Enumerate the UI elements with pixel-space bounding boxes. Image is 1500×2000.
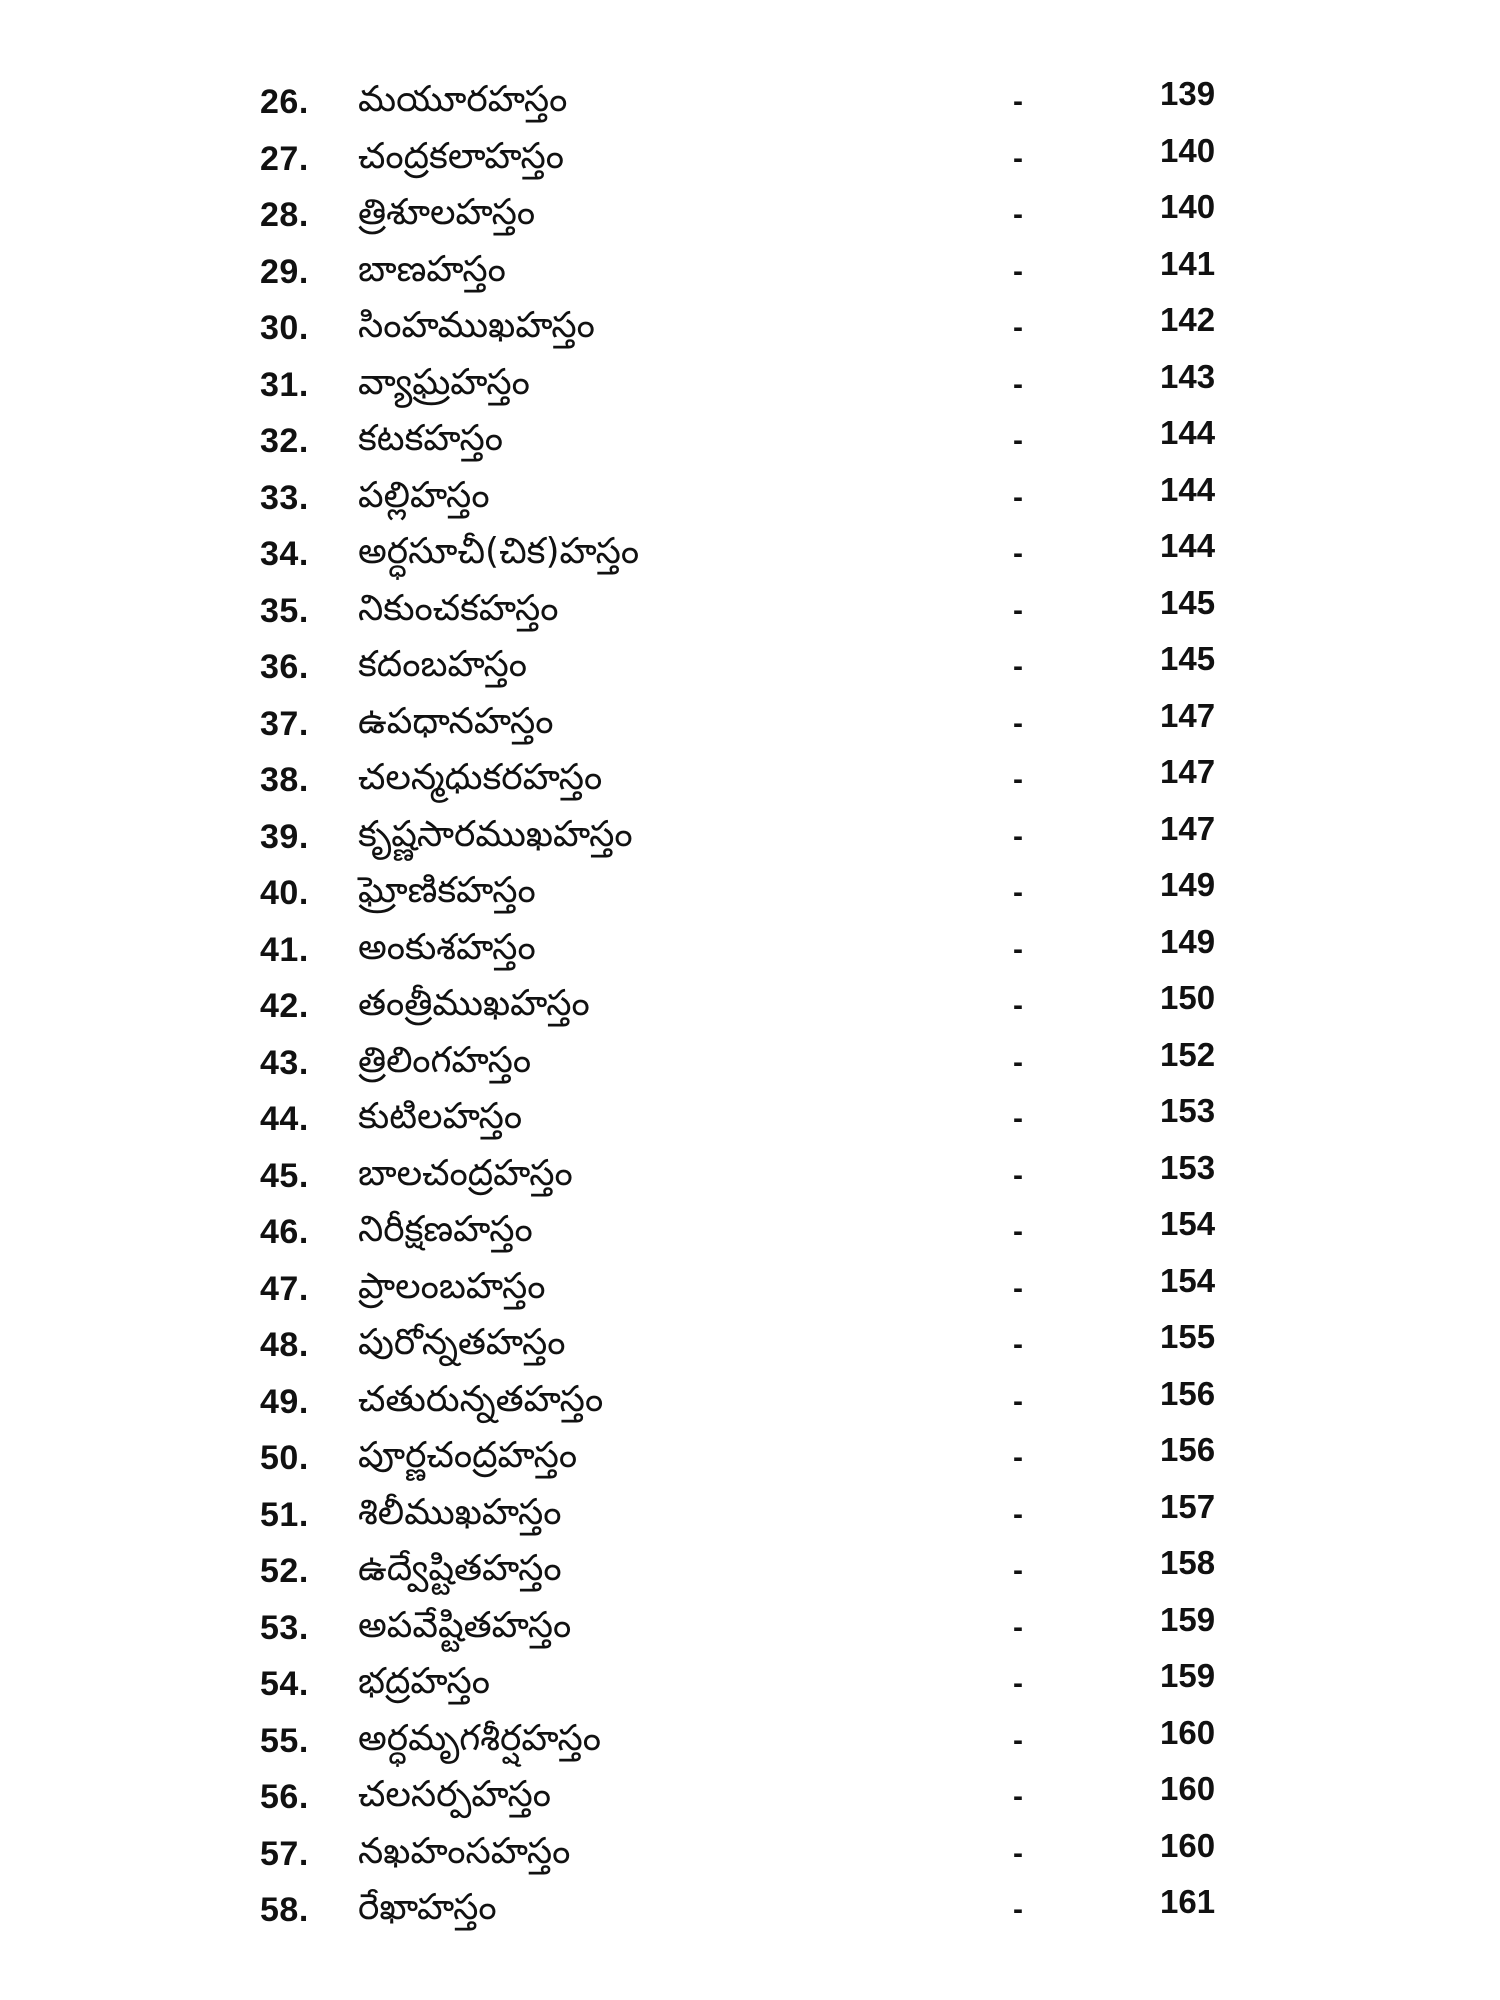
toc-entry <box>260 1428 1260 1485</box>
entry-dash: - <box>1013 1384 1023 1418</box>
entry-title: చలసర్పహస్తం <box>358 1774 551 1815</box>
entry-number: 32. <box>260 422 309 460</box>
entry-number: 58. <box>260 1891 309 1929</box>
entry-number: 33. <box>260 478 309 517</box>
entry-title: సింహముఖహస్తం <box>358 305 595 346</box>
entry-number: 38. <box>260 761 309 799</box>
entry-page-number: 144 <box>1160 527 1216 564</box>
entry-title: అంకుశహస్తం <box>358 926 536 968</box>
entry-page-number: 154 <box>1160 1261 1216 1299</box>
toc-entry <box>260 298 1260 355</box>
entry-number: 27. <box>260 139 309 178</box>
entry-dash: - <box>1013 1271 1023 1305</box>
entry-dash: - <box>1013 367 1023 401</box>
toc-entry <box>260 863 1260 920</box>
entry-title: ఉపధానహస్తం <box>358 700 554 742</box>
entry-page-number: 143 <box>1160 357 1216 395</box>
toc-entry <box>260 1711 1260 1768</box>
entry-dash: - <box>1013 1441 1023 1474</box>
entry-title: తంత్రీముఖహస్తం <box>358 983 590 1024</box>
toc-entry <box>260 1485 1260 1542</box>
entry-number: 49. <box>260 1382 309 1421</box>
entry-number: 56. <box>260 1778 309 1816</box>
entry-title: అర్ధమృగశీర్షహస్తం <box>358 1717 601 1759</box>
entry-title: చంద్రకలాహస్తం <box>358 135 564 177</box>
entry-title: అర్ధసూచీ(చిక)హస్తం <box>358 531 640 572</box>
entry-number: 48. <box>260 1326 309 1364</box>
entry-dash: - <box>1013 1893 1023 1926</box>
entry-dash: - <box>1013 1497 1023 1531</box>
entry-page-number: 157 <box>1160 1487 1216 1525</box>
entry-page-number: 144 <box>1160 470 1216 508</box>
entry-number: 47. <box>260 1269 309 1308</box>
entry-dash: - <box>1013 1836 1023 1870</box>
entry-number: 37. <box>260 704 309 743</box>
entry-number: 40. <box>260 874 309 912</box>
entry-title: చతురున్నతహస్తం <box>358 1378 604 1420</box>
entry-page-number: 153 <box>1160 1148 1216 1186</box>
entry-title: నికుంచకహస్తం <box>358 587 559 629</box>
toc-entry <box>260 1202 1260 1259</box>
entry-page-number: 156 <box>1160 1431 1216 1468</box>
entry-number: 45. <box>260 1156 309 1195</box>
toc-entry <box>260 72 1260 129</box>
toc-entry <box>260 468 1260 525</box>
table-of-contents <box>260 72 1260 1937</box>
entry-dash: - <box>1013 1158 1023 1192</box>
entry-page-number: 159 <box>1160 1657 1216 1694</box>
entry-dash: - <box>1013 1215 1023 1248</box>
toc-entry <box>260 1315 1260 1372</box>
entry-dash: - <box>1013 480 1023 514</box>
entry-page-number: 145 <box>1160 640 1216 677</box>
entry-title: కృష్ణసారముఖహస్తం <box>358 813 633 855</box>
entry-title: పల్లిహస్తం <box>358 474 490 516</box>
entry-dash: - <box>1013 537 1023 570</box>
entry-number: 41. <box>260 930 309 969</box>
toc-entry <box>260 1541 1260 1598</box>
entry-page-number: 147 <box>1160 809 1216 847</box>
entry-number: 39. <box>260 817 309 856</box>
entry-page-number: 149 <box>1160 922 1216 960</box>
entry-number: 57. <box>260 1834 309 1873</box>
entry-page-number: 140 <box>1160 131 1216 169</box>
entry-title: ఉద్వేష్టితహస్తం <box>358 1548 562 1589</box>
toc-entry <box>260 1033 1260 1090</box>
entry-title: బాలచంద్రహస్తం <box>358 1152 573 1194</box>
entry-title: మయూరహస్తం <box>358 79 568 120</box>
toc-entry <box>260 129 1260 186</box>
toc-entry <box>260 694 1260 751</box>
entry-dash: - <box>1013 1554 1023 1587</box>
entry-title: బాణహస్తం <box>358 248 506 290</box>
toc-entry <box>260 807 1260 864</box>
entry-title: నిరీక్షణహస్తం <box>358 1209 533 1250</box>
entry-page-number: 149 <box>1160 866 1216 903</box>
toc-entry <box>260 1824 1260 1881</box>
entry-dash: - <box>1013 1610 1023 1644</box>
entry-dash: - <box>1013 254 1023 288</box>
entry-number: 30. <box>260 309 309 347</box>
entry-page-number: 160 <box>1160 1826 1216 1864</box>
entry-page-number: 139 <box>1160 75 1216 112</box>
entry-number: 51. <box>260 1495 309 1534</box>
entry-number: 55. <box>260 1721 309 1760</box>
toc-entry <box>260 242 1260 299</box>
entry-page-number: 147 <box>1160 696 1216 734</box>
entry-dash: - <box>1013 1045 1023 1079</box>
entry-dash: - <box>1013 1780 1023 1813</box>
entry-title: శిలీముఖహస్తం <box>358 1491 562 1533</box>
entry-page-number: 160 <box>1160 1713 1216 1751</box>
entry-dash: - <box>1013 198 1023 231</box>
entry-page-number: 161 <box>1160 1883 1216 1920</box>
toc-entry <box>260 920 1260 977</box>
entry-number: 54. <box>260 1665 309 1703</box>
entry-dash: - <box>1013 85 1023 118</box>
entry-page-number: 150 <box>1160 979 1216 1016</box>
entry-dash: - <box>1013 1328 1023 1361</box>
toc-entry <box>260 581 1260 638</box>
toc-entry <box>260 1259 1260 1316</box>
toc-entry <box>260 1146 1260 1203</box>
entry-dash: - <box>1013 1723 1023 1757</box>
toc-entry <box>260 185 1260 242</box>
entry-title: త్రిశూలహస్తం <box>358 192 536 233</box>
entry-title: కుటిలహస్తం <box>358 1096 523 1137</box>
entry-page-number: 152 <box>1160 1035 1216 1073</box>
entry-dash: - <box>1013 876 1023 909</box>
entry-title: రేఖాహస్తం <box>358 1887 497 1928</box>
entry-dash: - <box>1013 593 1023 627</box>
entry-page-number: 140 <box>1160 188 1216 225</box>
entry-number: 28. <box>260 196 309 234</box>
entry-page-number: 158 <box>1160 1544 1216 1581</box>
toc-entry <box>260 355 1260 412</box>
toc-entry <box>260 1598 1260 1655</box>
entry-number: 26. <box>260 83 309 121</box>
entry-title: చలన్మధుకరహస్తం <box>358 757 603 798</box>
entry-page-number: 159 <box>1160 1600 1216 1638</box>
entry-number: 35. <box>260 591 309 630</box>
toc-entry <box>260 976 1260 1033</box>
entry-title: వ్యాఘ్రహస్తం <box>358 361 530 403</box>
entry-page-number: 153 <box>1160 1092 1216 1129</box>
entry-dash: - <box>1013 311 1023 344</box>
entry-title: ఘ్రోణికహస్తం <box>358 870 536 911</box>
entry-page-number: 142 <box>1160 301 1216 338</box>
entry-number: 43. <box>260 1043 309 1082</box>
toc-entry <box>260 1654 1260 1711</box>
entry-number: 36. <box>260 648 309 686</box>
toc-entry <box>260 1880 1260 1937</box>
toc-entry <box>260 750 1260 807</box>
entry-page-number: 145 <box>1160 583 1216 621</box>
entry-dash: - <box>1013 1102 1023 1135</box>
toc-entry <box>260 1767 1260 1824</box>
entry-title: ప్రాలంబహస్తం <box>358 1265 546 1307</box>
entry-dash: - <box>1013 1667 1023 1700</box>
entry-dash: - <box>1013 650 1023 683</box>
entry-dash: - <box>1013 763 1023 796</box>
entry-page-number: 154 <box>1160 1205 1216 1242</box>
entry-dash: - <box>1013 141 1023 175</box>
entry-number: 42. <box>260 987 309 1025</box>
entry-dash: - <box>1013 989 1023 1022</box>
entry-number: 53. <box>260 1608 309 1647</box>
toc-entry <box>260 637 1260 694</box>
entry-page-number: 156 <box>1160 1374 1216 1412</box>
entry-title: త్రిలింగహస్తం <box>358 1039 532 1081</box>
toc-entry <box>260 1372 1260 1429</box>
toc-entry <box>260 1089 1260 1146</box>
entry-number: 50. <box>260 1439 309 1477</box>
entry-page-number: 141 <box>1160 244 1216 282</box>
entry-page-number: 147 <box>1160 753 1216 790</box>
entry-title: పూర్ణచంద్రహస్తం <box>358 1435 578 1476</box>
entry-title: కటకహస్తం <box>358 418 503 459</box>
entry-title: అపవేష్టితహస్తం <box>358 1604 572 1646</box>
toc-entry <box>260 411 1260 468</box>
entry-number: 46. <box>260 1213 309 1251</box>
entry-number: 44. <box>260 1100 309 1138</box>
entry-page-number: 155 <box>1160 1318 1216 1355</box>
entry-page-number: 144 <box>1160 414 1216 451</box>
toc-entry <box>260 524 1260 581</box>
entry-number: 34. <box>260 535 309 573</box>
entry-number: 31. <box>260 365 309 404</box>
entry-number: 29. <box>260 252 309 291</box>
entry-dash: - <box>1013 706 1023 740</box>
entry-page-number: 160 <box>1160 1770 1216 1807</box>
entry-title: భద్రహస్తం <box>358 1661 491 1702</box>
entry-dash: - <box>1013 932 1023 966</box>
entry-title: కదంబహస్తం <box>358 644 528 685</box>
entry-title: నఖహంసహస్తం <box>358 1830 571 1872</box>
entry-number: 52. <box>260 1552 309 1590</box>
entry-dash: - <box>1013 819 1023 853</box>
entry-title: పురోన్నతహస్తం <box>358 1322 566 1363</box>
entry-dash: - <box>1013 424 1023 457</box>
